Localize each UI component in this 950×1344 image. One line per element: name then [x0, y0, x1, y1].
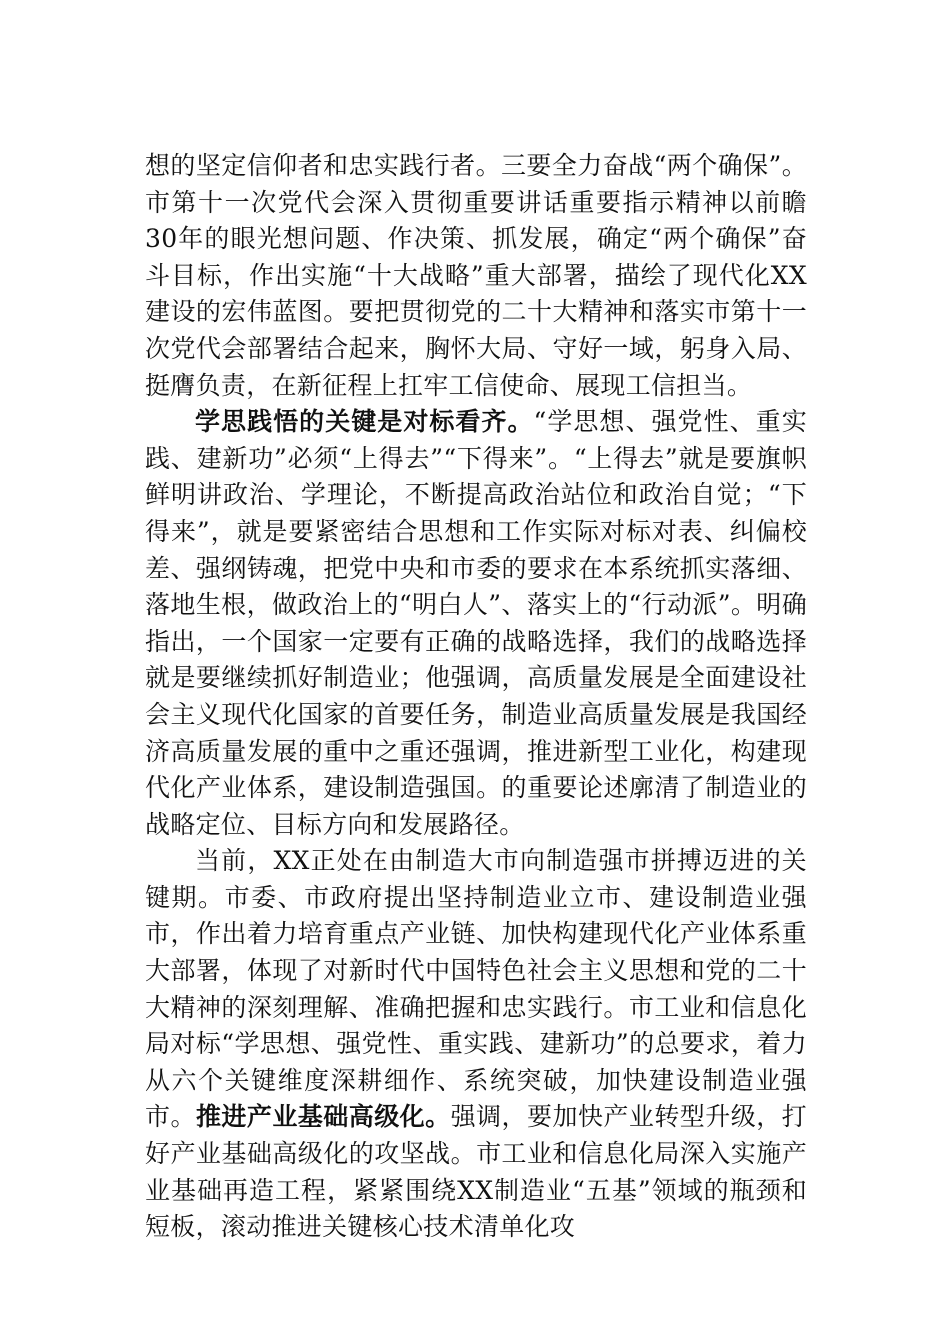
paragraph-2 [145, 404, 807, 843]
paragraph-1-text: 想的坚定信仰者和忠实践行者。三要全力奋战“两个确保”。市第十一次党代会深入贯彻重要讲话重要指示精神以前瞻30年的眼光想问题、作决策、抓发展，确定“两个确保”奋斗目标，作出实施“十大战略”重大部署，描绘了现代化XX建设的宏伟蓝图。要把贯彻党的二十大精神和落实市第十一次党代会部署结合起来，胸怀大局、守好一域，躬身入局、挺膺负责，在新征程上扛牢工信使命、展现工信担当。 [145, 151, 807, 400]
paragraph-2-heading: 学思践悟的关键是对标看齐。 [195, 407, 534, 437]
paragraph-1 [145, 148, 807, 404]
paragraph-3-text: 当前，XX正处在由制造大市向制造强市拼搏迈进的关键期。市委、市政府提出坚持制造业立市、建设制造业强市，作出着力培育重点产业链、加快构建现代化产业体系重大部署，体现了对新时代中国特色社会主义思想和党的二十大精神的深刻理解、准确把握和忠实践行。市工业和信息化局对标“学思想、强党性、重实践、建新功”的总要求，着力从六个关键维度深耕细作、系统突破，加快建设制造业强市。 [145, 846, 807, 1132]
paragraph-3-tail: 强调，要加快产业转型升级，打好产业基础高级化的攻坚战。市工业和信息化局深入实施产业基础再造工程，紧紧围绕XX制造业“五基”领域的瓶颈和短板，滚动推进关键核心技术清单化攻 [145, 1102, 807, 1242]
paragraph-3 [145, 843, 807, 1246]
paragraph-2-text: “学思想、强党性、重实践、建新功”必须“上得去”“下得来”。“上得去”就是要旗帜鲜明讲政治、学理论，不断提高政治站位和政治自觉；“下得来”，就是要紧密结合思想和工作实际对标对表、纠偏校差、强纲铸魂，把党中央和市委的要求在本系统抓实落细、落地生根，做政治上的“明白人”、落实上的“行动派”。明确指出，一个国家一定要有正确的战略选择，我们的战略选择就是要继续抓好制造业；他强调，高质量发展是全面建设社会主义现代化国家的首要任务，制造业高质量发展是我国经济高质量发展的重中之重还强调，推进新型工业化，构建现代化产业体系，建设制造强国。的重要论述廓清了制造业的战略定位、目标方向和发展路径。 [145, 407, 807, 839]
document-body [145, 148, 807, 1246]
paragraph-3-heading: 推进产业基础高级化。 [195, 1102, 451, 1132]
